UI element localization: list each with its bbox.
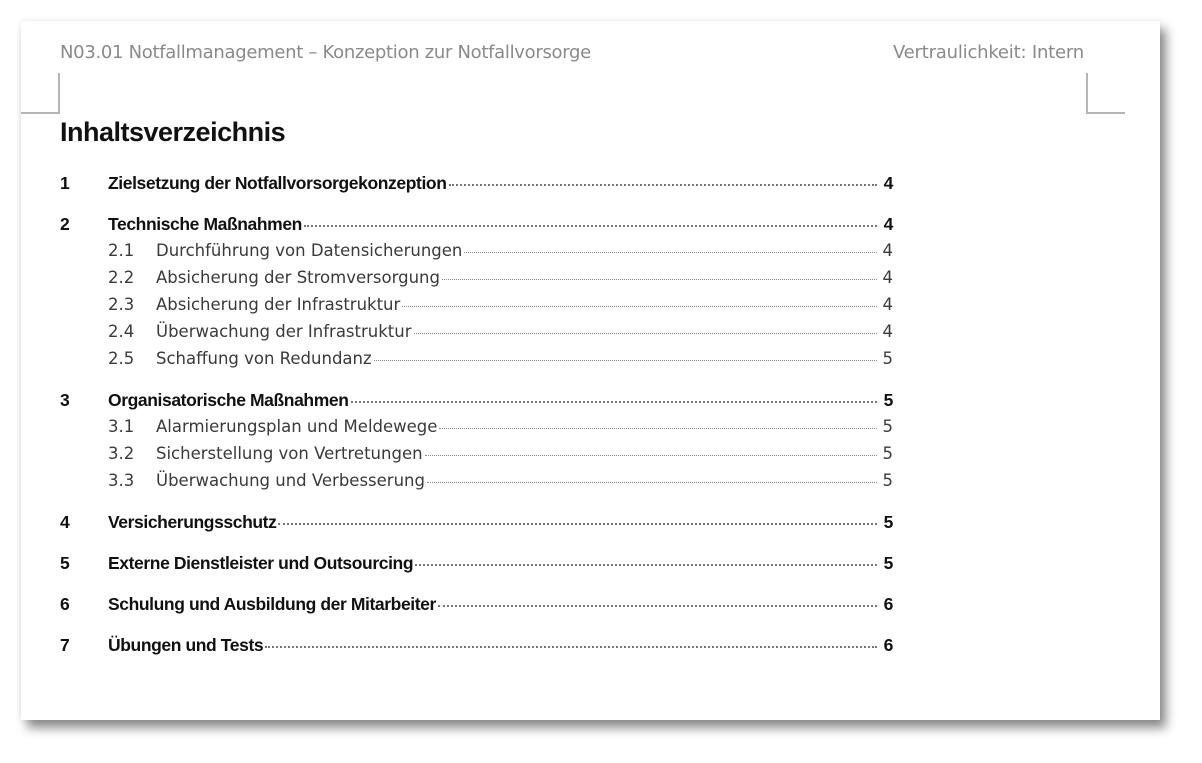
toc-entry-title[interactable]: Zielsetzung der Notfallvorsorgekonzeption bbox=[108, 173, 447, 193]
toc-entry-title[interactable]: Übungen und Tests bbox=[108, 635, 264, 655]
toc-entry[interactable] bbox=[60, 553, 893, 580]
document-page bbox=[21, 21, 1160, 720]
dot-leader bbox=[442, 279, 877, 280]
toc-subentry[interactable] bbox=[60, 241, 893, 268]
toc-subentry-page[interactable]: 4 bbox=[882, 322, 893, 341]
toc-subentry-number: 3.2 bbox=[108, 444, 135, 463]
dot-leader bbox=[402, 306, 877, 307]
toc-subentry[interactable] bbox=[60, 268, 893, 295]
toc-entry-title[interactable]: Schulung und Ausbildung der Mitarbeiter bbox=[108, 594, 436, 614]
dot-leader bbox=[449, 184, 878, 186]
toc-entry-title[interactable]: Organisatorische Maßnahmen bbox=[108, 390, 349, 410]
toc-entry-page[interactable]: 6 bbox=[883, 635, 893, 655]
toc-entry-title[interactable]: Externe Dienstleister und Outsourcing bbox=[108, 553, 414, 573]
toc-entry[interactable] bbox=[60, 214, 893, 241]
crop-mark-left bbox=[21, 73, 60, 114]
toc-subentry-number: 2.2 bbox=[108, 268, 135, 287]
toc-subentry-page[interactable]: 4 bbox=[882, 268, 893, 287]
crop-mark-right bbox=[1086, 73, 1125, 114]
toc-entry-number: 2 bbox=[60, 214, 70, 234]
toc-entry[interactable] bbox=[60, 594, 893, 621]
toc-subentry-number: 3.3 bbox=[108, 471, 135, 490]
toc-subentry-title[interactable]: Überwachung der Infrastruktur bbox=[156, 322, 412, 341]
toc-subentry-page[interactable]: 5 bbox=[882, 444, 893, 463]
toc-entry-title[interactable]: Versicherungsschutz bbox=[108, 512, 277, 532]
toc-entry[interactable] bbox=[60, 390, 893, 417]
toc-entry-page[interactable]: 4 bbox=[883, 173, 893, 193]
dot-leader bbox=[278, 523, 877, 525]
toc-subentry[interactable] bbox=[60, 471, 893, 498]
toc-subentry[interactable] bbox=[60, 349, 893, 376]
toc-entry-number: 7 bbox=[60, 635, 70, 655]
toc-subentry-number: 2.4 bbox=[108, 322, 135, 341]
toc-subentry-title[interactable]: Sicherstellung von Vertretungen bbox=[156, 444, 423, 463]
toc-entry-page[interactable]: 5 bbox=[883, 553, 893, 573]
header-confidentiality: Vertraulichkeit: Intern bbox=[892, 42, 1084, 63]
toc-subentry-title[interactable]: Durchführung von Datensicherungen bbox=[156, 241, 463, 260]
dot-leader bbox=[438, 605, 877, 607]
dot-leader bbox=[464, 252, 877, 253]
dot-leader bbox=[374, 360, 877, 361]
toc-subentry-number: 3.1 bbox=[108, 417, 135, 436]
toc-entry-page[interactable]: 6 bbox=[883, 594, 893, 614]
toc-subentry[interactable] bbox=[60, 295, 893, 322]
toc-subentry-page[interactable]: 4 bbox=[882, 295, 893, 314]
toc-entry-number: 5 bbox=[60, 553, 70, 573]
toc-entry-number: 6 bbox=[60, 594, 70, 614]
toc-subentry-page[interactable]: 4 bbox=[882, 241, 893, 260]
toc-subentry-title[interactable]: Schaffung von Redundanz bbox=[156, 349, 372, 368]
toc-subentry-number: 2.1 bbox=[108, 241, 135, 260]
dot-leader bbox=[427, 482, 877, 483]
toc-subentry-page[interactable]: 5 bbox=[882, 417, 893, 436]
toc-entry-page[interactable]: 4 bbox=[883, 214, 893, 234]
toc-subentry-title[interactable]: Überwachung und Verbesserung bbox=[156, 471, 425, 490]
toc-entry-title[interactable]: Technische Maßnahmen bbox=[108, 214, 302, 234]
toc-subentry-page[interactable]: 5 bbox=[882, 471, 893, 490]
toc-heading: Inhaltsverzeichnis bbox=[60, 117, 286, 147]
toc-entry-page[interactable]: 5 bbox=[883, 512, 893, 532]
toc-subentry[interactable] bbox=[60, 444, 893, 471]
toc-subentry[interactable] bbox=[60, 417, 893, 444]
toc-entry[interactable] bbox=[60, 173, 893, 200]
dot-leader bbox=[415, 564, 877, 566]
dot-leader bbox=[351, 401, 878, 403]
table-of-contents bbox=[60, 173, 893, 662]
header-document-title: N03.01 Notfallmanagement – Konzeption zur Notfallvorsorge bbox=[60, 42, 591, 63]
toc-entry-number: 4 bbox=[60, 512, 70, 532]
toc-entry-page[interactable]: 5 bbox=[883, 390, 893, 410]
toc-subentry-page[interactable]: 5 bbox=[882, 349, 893, 368]
toc-entry[interactable] bbox=[60, 512, 893, 539]
toc-entry[interactable] bbox=[60, 635, 893, 662]
dot-leader bbox=[414, 333, 877, 334]
toc-subentry-number: 2.3 bbox=[108, 295, 135, 314]
toc-subentry-title[interactable]: Alarmierungsplan und Meldewege bbox=[156, 417, 438, 436]
dot-leader bbox=[425, 455, 877, 456]
toc-subentry-title[interactable]: Absicherung der Infrastruktur bbox=[156, 295, 401, 314]
dot-leader bbox=[439, 428, 877, 429]
dot-leader bbox=[304, 225, 877, 227]
dot-leader bbox=[265, 646, 877, 648]
toc-entry-number: 3 bbox=[60, 390, 70, 410]
toc-subentry-number: 2.5 bbox=[108, 349, 135, 368]
toc-subentry-title[interactable]: Absicherung der Stromversorgung bbox=[156, 268, 440, 287]
toc-subentry[interactable] bbox=[60, 322, 893, 349]
toc-entry-number: 1 bbox=[60, 173, 70, 193]
